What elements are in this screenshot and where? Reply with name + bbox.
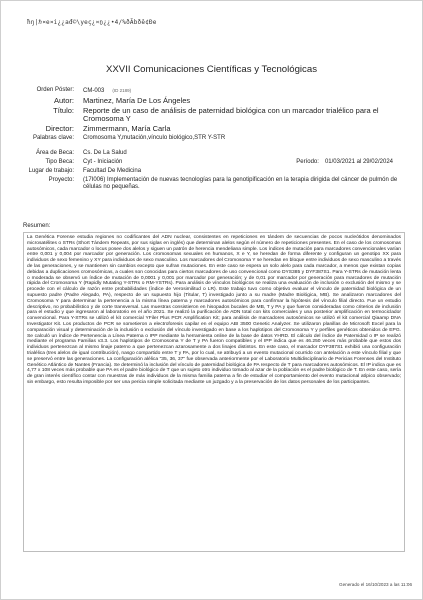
generated-footer: Generado el 16/10/2023 a las 11:06 [339, 582, 412, 587]
titulo-label: Título: [53, 105, 74, 115]
periodo-value: 01/03/2021 al 29/02/2024 [324, 158, 393, 165]
proyecto-label: Proyecto: [48, 176, 74, 183]
orden-poster-value: CM-003 [83, 88, 105, 94]
tipo-row [19, 159, 409, 167]
orden-poster-label: Orden Póster: [36, 87, 74, 93]
autor-label: Autor: [53, 95, 74, 105]
metadata-block [19, 87, 409, 193]
lugar-row [19, 168, 409, 176]
periodo-label: Período: [296, 158, 319, 165]
palabras-row [19, 135, 409, 143]
area-value: Cs. De La Salud [83, 149, 127, 156]
lugar-label: Lugar de trabajo: [28, 167, 74, 174]
autor-row [19, 97, 409, 105]
titulo-row [19, 107, 409, 124]
resumen-label: Resumen: [23, 223, 51, 229]
titulo-value: Reporte de un caso de análisis de paternidad biológica con un marcador trialélico para el Cromosoma Y [83, 105, 379, 124]
poster-id: (ID 2189) [112, 88, 132, 93]
orden-poster-row [19, 87, 409, 96]
director-label: Director: [45, 123, 74, 133]
barcode-text: ħŋ|ℏ¤e¤i¿¿ađ©\yeç¿¤ṉ¿¿•4/%ðÃbðê¢Ðe [27, 19, 157, 26]
tipo-label: Tipo Beca: [45, 158, 74, 165]
director-row [19, 125, 409, 133]
palabras-value: Cromosoma Y,mutación,vínculo biológico,STR Y-STR [83, 134, 226, 141]
proyecto-row [19, 177, 409, 192]
tipo-value: Cyt - Iniciación [83, 158, 123, 165]
palabras-label: Palabras clave: [32, 134, 74, 141]
proyecto-value: (17I006) Implementación de nuevas tecnologías para la genotipificación en la terapia dirigida del cáncer de pulmón de células no pequeñas. [83, 176, 398, 191]
lugar-value: Facultad De Medicina [83, 167, 142, 174]
area-label: Área de Beca: [35, 149, 74, 156]
area-row [19, 150, 409, 158]
autor-value: Martinez, María De Los Ángeles [83, 95, 191, 105]
conference-title: XXVII Comunicaciones Científicas y Tecnológicas [106, 64, 317, 75]
director-value: Zimmermann, María Carla [83, 123, 171, 133]
resumen-text: La Genética Forense estudia regiones no codificantes del ADN nuclear, consistentes en repeticiones en tándem de secuencias de pocos nucleótidos denominados microsatélites o STRs (Short Tándem Repeats, por sus siglas en inglés) que determinan alelos según el número de repeticiones presentes. En el caso de los cromosomas autosómicos, cada marcador o locus posee dos alelos y siguen un patrón de herencia mendeliana simple. Los índices de mutación para marcadores convencionales varían entre 0,001 y 0,004 por marcador por generación. Los cromosomas sexuales en humanos, X e Y, se heredan de forma diferente y configuran un genotipo XX para individuos de sexo femenino y XY para individuos de sexo masculino. Los marcadores del Cromosoma Y se heredan en bloque entre individuos de sexo masculino a través de las generaciones, y se mantienen sin cambios excepto que sufran mutaciones. En este caso se espera un solo alelo para cada marcador, a menos que existan copias debidas a duplicaciones cromosómicas, a cuales son conocidas para ciertos marcadores de uso convencional como DYS385 y DYF387S1. Para Y-STRs de mutación lenta o moderada se observó un índice de mutación de 0,0001 y 0,001 por marcador por generación; y de 0,01 por marcador por generación para marcadores de mutación rápida del Cromosoma Y (Rapidly Mutating Y-STRs o RM-YSTRs). Para análisis de vínculos biológicos se realiza una evaluación de inclusión o exclusión del mismo y se procede con el cálculo de razón entre probabilidades (índice de Verosimilitud o LR). Este trabajo tuvo como objetivo evaluar el vínculo de paternidad biológica de un supuesto padre (Padre Alegado, PA), respecto de un supuesto hijo (Titular, T) investigado junto a su madre (Madre Biológica, MB). Se analizaron marcadores del Cromosoma Y para determinar la pertenencia a la misma línea paterna y marcadores autosómicos para confirmar la hipótesis del vínculo filial directo. Fue un estudio descriptivo, no probabilístico y de corte transversal. Las muestras consistieron en hisopados bucales de MB, T y PA y que fueron consideradas como criterios de inclusión para el estudio y que ingresaron al laboratorio en el año 2021. Se realizó la purificación de ADN total con kits comerciales y una posterior amplificación en termociclador convencional. Para Y-STRs se utilizó el kit comercial YFiler Plus PCR Amplification Kit; para análisis de marcadores autosómicos se utilizó el kit comercial Qiaamp DNA Investigator Kit. Los productos de PCR se sometieron a electroforesis capilar en el equipo ABI 3500 Genetic Analyzer. Se utilizaron planillas de Microsoft Excel para la comparación visual y determinación de la inclusión o exclusión del vínculo investigado en base a los haplotipos del Cromosoma Y y perfiles genéticos obtenidos de EPG. Se calculó un índice de Pertenencia a Línea Paterna o IPP mediante la herramienta online de la base de datos YHRD. El cálculo del índice de Paternidad o IP se realizó mediante el programa Familias v3.3. Los haplotipos de Cromosoma Y de T y PA fueron compatibles y el IPP indica que es 46.250 veces más probable que estos dos individuos pertenezcan al mismo linaje paterno a que pertenezcan azarosamente a dos linajes distintos. En este caso, el marcador DYF387S1 exhibió una configuración trialélica (tres alelos de igual contribución), nasgo compartido entre T y PA, por lo cual, se atribuyó a un evento mutacional ocurrido con antelación a este vínculo filial y que se preservó entre las generaciones. La configuración alélica "35, 36, 37" fue observada anteriormente por el Laboratorio Multidisciplinario de Pericias Forenses del Instituto Genético Atlántico de Nantes (Francia). Se determinó la inclusión del vínculo de paternidad biológica de PA respecto de T para marcadores autosómicos. El IP indica que es 4,77 x 108 veces más probable que PA es el padre biológico de T que un sujeto otro individuo tomado al azar de la población es el padre biológico de T. En este caso, sería de gran interés científico contar con muestras de más individuos de la misma familia paterna a fin de estudiar el comportamiento del evento mutacional atípico observado; sin embargo, esto resulta imposible por ser una pericia simple solicitada mediante un juzgado y a la preservación de los datos personales de los participantes. [23, 232, 405, 552]
